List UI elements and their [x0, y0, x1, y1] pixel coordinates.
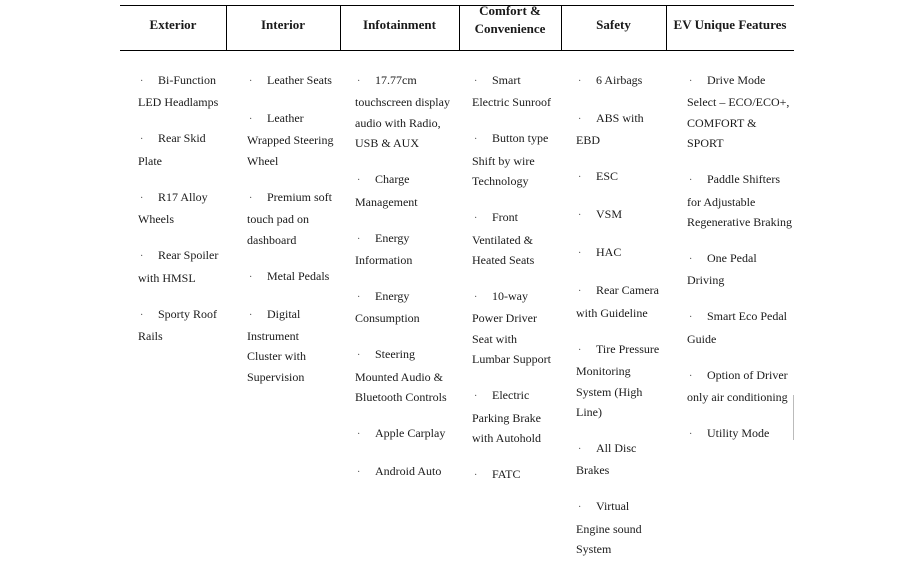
feature-text: Smart Electric Sunroof — [472, 73, 551, 110]
feature-text: Charge Management — [355, 172, 418, 209]
bullet-dot: · — [249, 76, 253, 87]
feature-item — [576, 339, 660, 423]
column-exterior — [138, 70, 220, 362]
bullet-dot: · — [474, 391, 478, 403]
feature-item — [355, 169, 451, 212]
bullet-dot: · — [249, 192, 253, 204]
feature-text: Leather Wrapped Steering Wheel — [247, 111, 334, 168]
bullet-dot: · — [578, 114, 582, 125]
feature-item — [472, 464, 557, 486]
bullet-dot: · — [474, 213, 478, 225]
table-right-edge-fragment — [793, 395, 794, 440]
bullet-dot: · — [689, 429, 693, 441]
feature-item — [472, 70, 557, 113]
bullet-dot: · — [474, 134, 478, 146]
feature-item — [576, 242, 660, 264]
feature-text: Sporty Roof Rails — [138, 306, 218, 344]
feature-item — [472, 128, 557, 191]
feature-text: 10-way Power Driver Seat with Lumbar Support — [472, 289, 551, 367]
feature-item — [576, 70, 660, 92]
feature-item — [355, 344, 451, 407]
feature-text: Rear Camera with Guideline — [576, 283, 659, 320]
feature-item — [355, 70, 451, 154]
column-interior — [247, 70, 335, 403]
bullet-dot: · — [357, 292, 361, 304]
feature-item — [138, 187, 220, 230]
feature-item — [247, 187, 335, 250]
header-interior: Interior — [260, 17, 306, 32]
feature-item — [355, 461, 451, 483]
bullet-dot: · — [578, 172, 582, 184]
bullet-dot: · — [357, 467, 361, 479]
feature-item — [687, 70, 795, 154]
feature-item — [576, 280, 660, 323]
bullet-dot: · — [140, 192, 144, 204]
feature-text: Energy Consumption — [355, 289, 420, 326]
header-divider — [120, 50, 794, 51]
feature-text: Steering Mounted Audio & Bluetooth Controls — [355, 347, 447, 405]
feature-item — [687, 365, 795, 408]
feature-item — [687, 169, 795, 232]
bullet-dot: · — [578, 502, 582, 514]
column-infotainment — [355, 70, 451, 499]
feature-item — [687, 248, 795, 291]
bullet-dot: · — [578, 344, 582, 356]
feature-item — [576, 166, 660, 188]
feature-text: Premium soft touch pad on dashboard — [247, 189, 332, 247]
feature-text: VSM — [596, 207, 623, 222]
header-comfort-convenience: Comfort & Convenience — [474, 3, 546, 36]
feature-text: ABS with EBD — [576, 111, 644, 148]
feature-text: Rear Skid Plate — [138, 131, 206, 168]
bullet-dot: · — [578, 76, 582, 87]
feature-text: Bi-Function LED Headlamps — [138, 73, 219, 110]
feature-item — [355, 286, 451, 329]
feature-item — [247, 266, 335, 288]
feature-item — [687, 306, 795, 349]
feature-item — [472, 286, 557, 370]
feature-text: Energy Information — [355, 230, 413, 268]
feature-text: Front Ventilated & Heated Seats — [472, 210, 535, 268]
feature-item — [576, 438, 660, 481]
feature-text: Paddle Shifters for Adjustable Regenerative Braking — [687, 172, 792, 230]
feature-text: ESC — [596, 169, 619, 184]
feature-text: Tire Pressure Monitoring System (High Line) — [576, 341, 660, 420]
feature-item — [247, 304, 335, 388]
feature-text: Virtual Engine sound System — [576, 499, 642, 557]
feature-text: 17.77cm touchscreen display audio with Radio, USB & AUX — [355, 73, 450, 151]
feature-text: Option of Driver only air conditioning — [687, 367, 788, 405]
bullet-dot: · — [357, 350, 361, 362]
feature-item — [687, 423, 795, 445]
feature-text: Android Auto — [375, 464, 442, 479]
feature-item — [576, 204, 660, 226]
bullet-dot: · — [249, 309, 253, 321]
bullet-dot: · — [140, 309, 144, 321]
bullet-dot: · — [474, 292, 478, 304]
bullet-dot: · — [357, 233, 361, 245]
bullet-dot: · — [578, 210, 582, 222]
feature-item — [472, 207, 557, 270]
feature-text: Electric Parking Brake with Autohold — [472, 388, 542, 446]
header-exterior: Exterior — [149, 17, 197, 32]
bullet-dot: · — [689, 312, 693, 324]
feature-item — [247, 108, 335, 171]
feature-text: Digital Instrument Cluster with Supervision — [247, 306, 306, 384]
feature-item — [138, 304, 220, 347]
bullet-dot: · — [140, 134, 144, 146]
bullet-dot: · — [357, 76, 361, 87]
feature-item — [138, 245, 220, 288]
header-ev-unique-features: EV Unique Features — [673, 17, 787, 32]
bullet-dot: · — [249, 114, 253, 125]
column-safety — [576, 70, 660, 575]
bullet-dot: · — [357, 175, 361, 187]
feature-text: R17 Alloy Wheels — [138, 189, 208, 227]
bullet-dot: · — [689, 175, 693, 187]
feature-text: Drive Mode Select – ECO/ECO+, COMFORT & SPORT — [687, 73, 790, 151]
feature-text: 6 Airbags — [596, 73, 643, 87]
bullet-dot: · — [140, 76, 144, 87]
feature-item — [138, 128, 220, 171]
feature-text: Rear Spoiler with HMSL — [138, 248, 219, 285]
feature-text: HAC — [596, 245, 622, 260]
feature-item — [576, 108, 660, 151]
header-infotainment: Infotainment — [363, 17, 436, 32]
feature-item — [247, 70, 335, 92]
feature-text: FATC — [492, 467, 521, 482]
feature-text: Button type Shift by wire Technology — [472, 131, 549, 189]
bullet-dot: · — [578, 286, 582, 298]
header-safety: Safety — [596, 17, 631, 32]
feature-item — [576, 496, 660, 559]
feature-text: Apple Carplay — [375, 426, 446, 441]
features-table — [120, 0, 794, 557]
bullet-dot: · — [689, 370, 693, 382]
bullet-dot: · — [140, 251, 144, 263]
feature-text: One Pedal Driving — [687, 251, 757, 288]
feature-text: Smart Eco Pedal Guide — [687, 309, 787, 346]
bullet-dot: · — [357, 429, 361, 441]
bullet-dot: · — [249, 271, 253, 283]
bullet-dot: · — [578, 444, 582, 456]
feature-item — [138, 70, 220, 113]
feature-text: Utility Mode — [707, 426, 770, 441]
bullet-dot: · — [474, 470, 478, 482]
feature-item — [472, 385, 557, 448]
feature-text: Metal Pedals — [267, 268, 330, 283]
bullet-dot: · — [689, 76, 693, 87]
bullet-dot: · — [578, 248, 582, 260]
feature-text: Leather Seats — [267, 73, 332, 87]
bullet-dot: · — [689, 254, 693, 266]
feature-item — [355, 423, 451, 445]
column-comfort-convenience — [472, 70, 557, 502]
feature-text: All Disc Brakes — [576, 441, 637, 478]
feature-item — [355, 228, 451, 271]
bullet-dot: · — [474, 76, 478, 87]
column-ev-unique-features — [687, 70, 795, 461]
